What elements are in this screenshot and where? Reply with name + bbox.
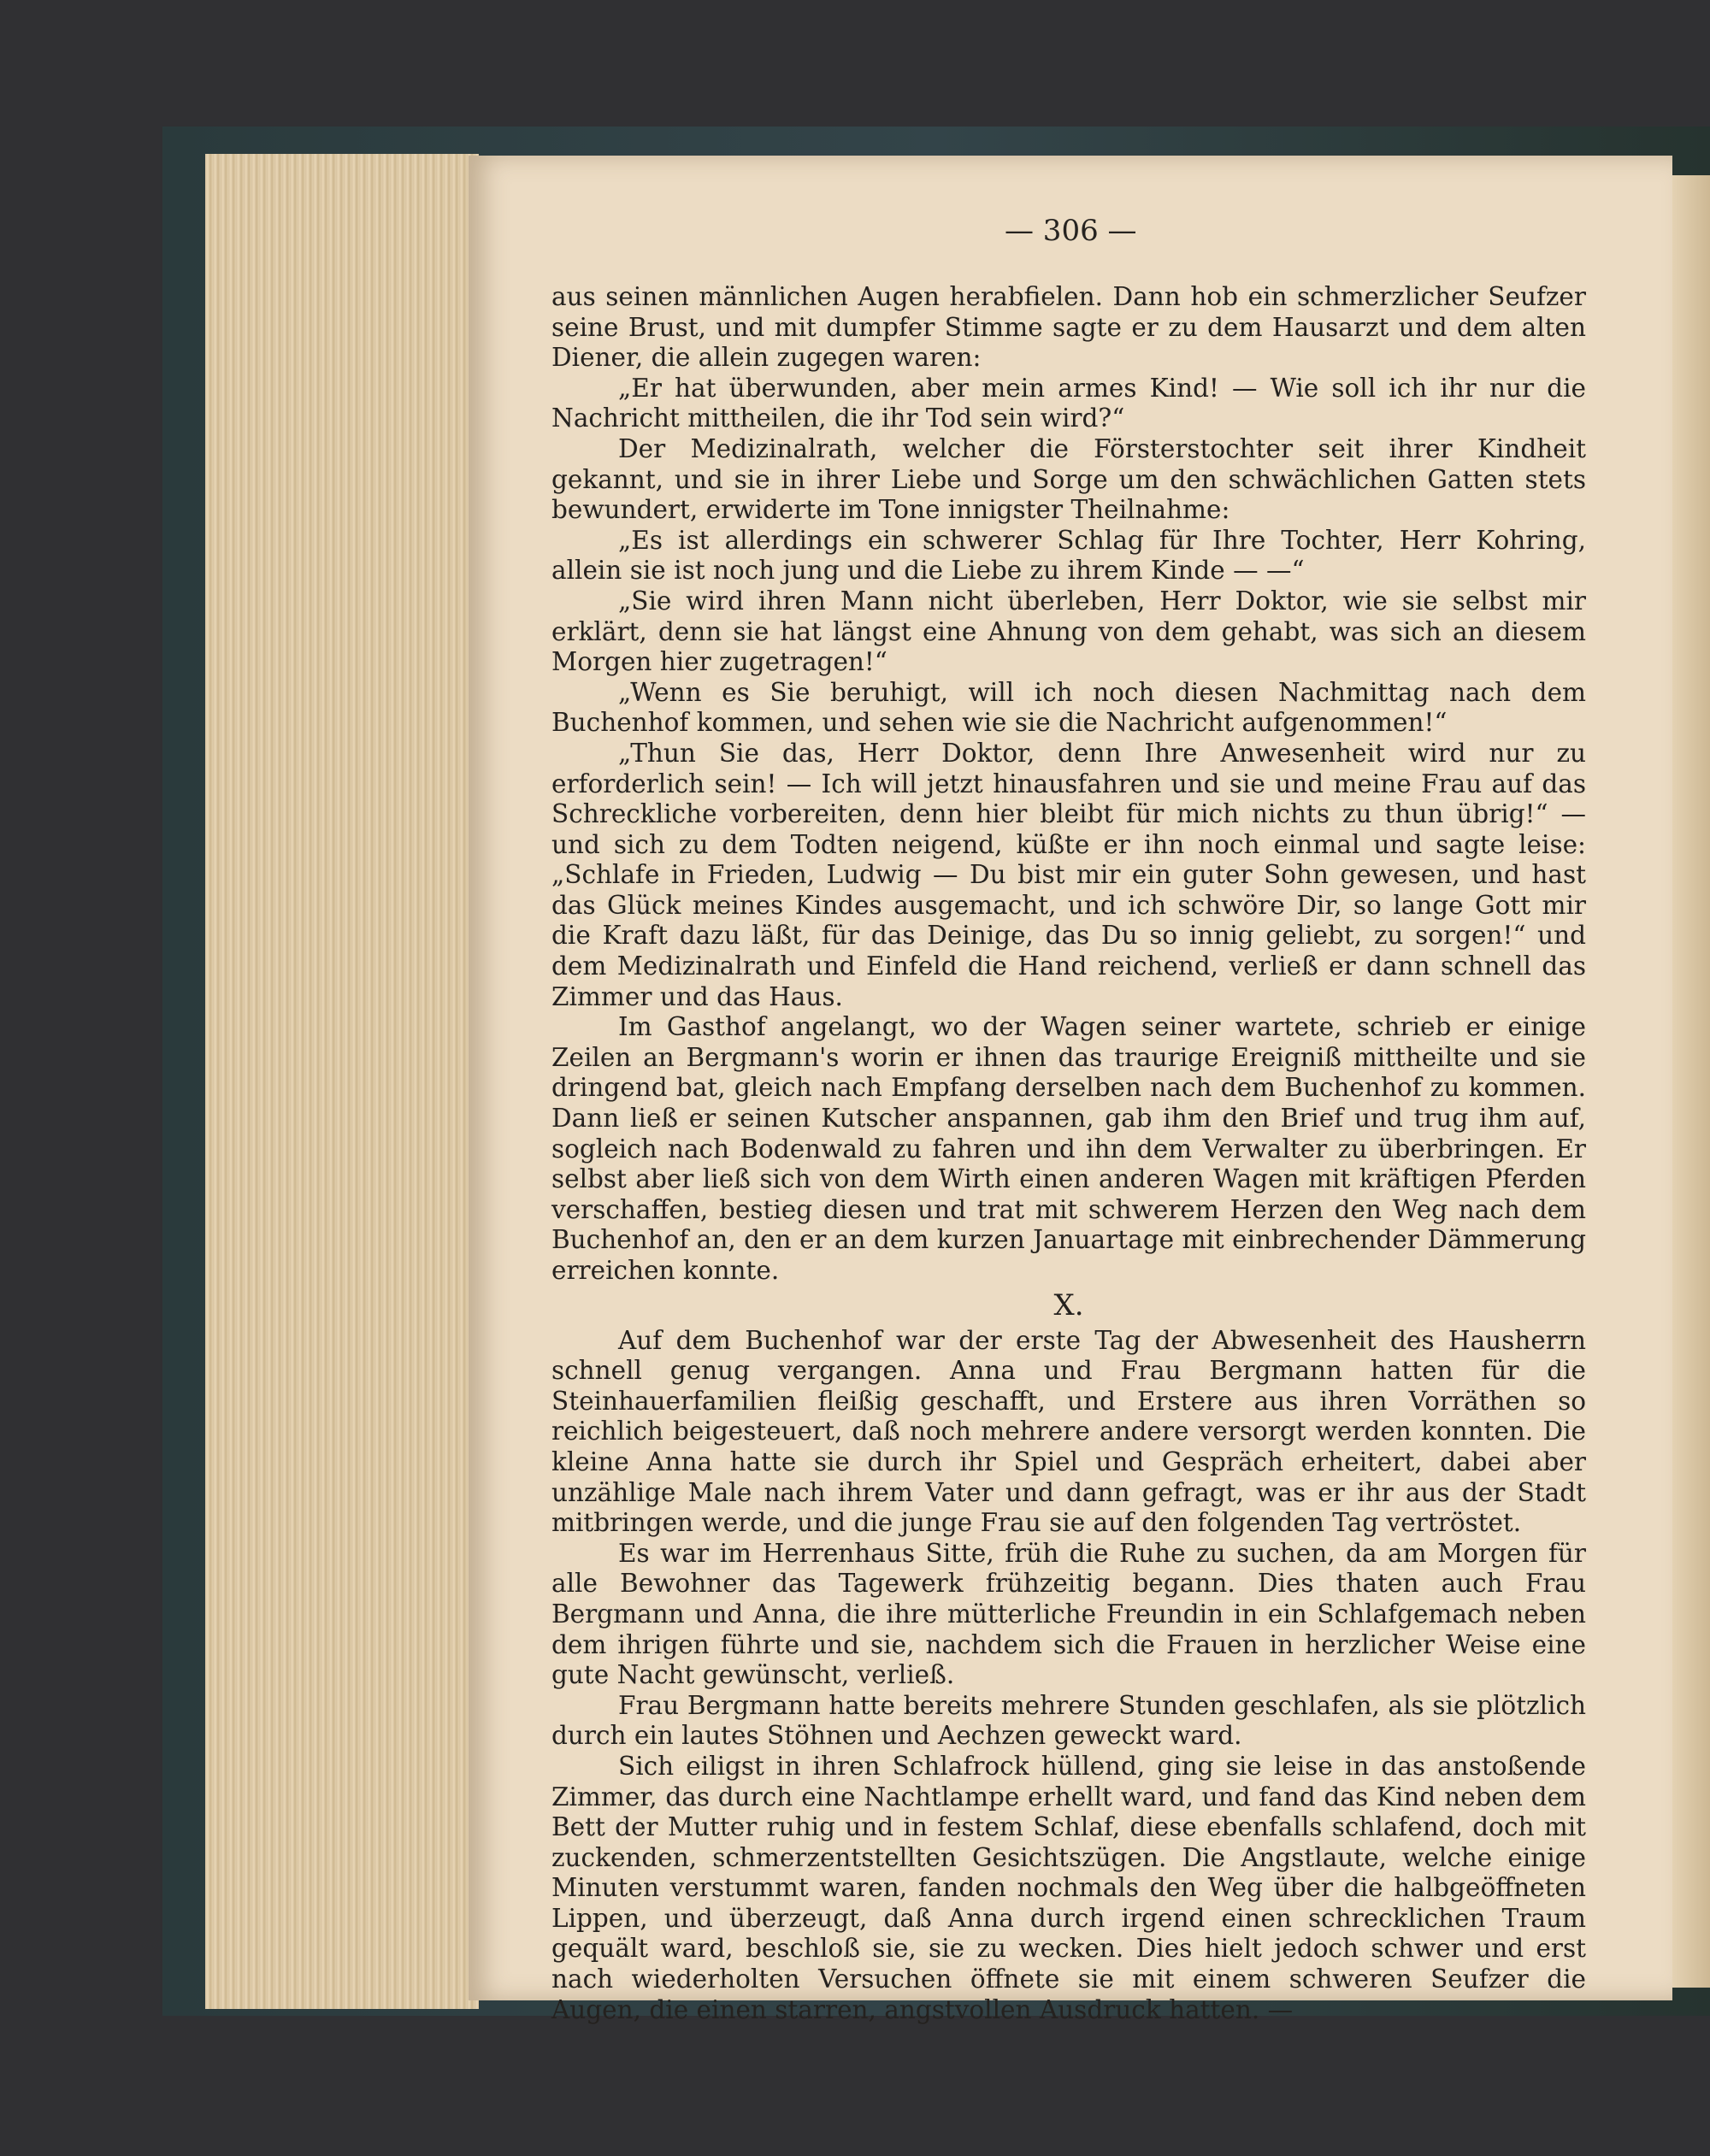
page-text bbox=[551, 282, 1586, 2025]
chapter-heading: X. bbox=[1053, 1287, 1084, 1322]
paragraph: Sich eiligst in ihren Schlafrock hüllend, ging sie leise in das anstoßende Zimmer, das durch eine Nachtlampe erhellt ward, und fand das Kind neben dem Bett der Mutter ruhig und in festem Schlaf, diese ebenfalls schlafend, doch mit zuckenden, schmerzentstellten Gesichtszügen. Die Angstlaute, welche einige Minuten verstummt waren, fanden nochmals den Weg über die halbgeöffneten Lippen, und überzeugt, daß Anna durch irgend einen schrecklichen Traum gequält ward, beschloß sie, sie zu wecken. Dies hielt jedoch schwer und erst nach wiederholten Versuchen öffnete sie mit einem schweren Seufzer die Augen, die einen starren, angstvollen Ausdruck hatten. — bbox=[551, 1751, 1586, 2024]
paragraph: aus seinen männlichen Augen herabfielen. Dann hob ein schmerzlicher Seufzer seine Brust, und mit dumpfer Stimme sagte er zu dem Hausarzt und dem alten Diener, die allein zugegen waren: bbox=[551, 282, 1586, 373]
paragraph: Der Medizinalrath, welcher die Försterstochter seit ihrer Kindheit gekannt, und sie in ihrer Liebe und Sorge um den schwächlichen Gatten stets bewundert, erwiderte im Tone innigster Theilnahme: bbox=[551, 433, 1586, 525]
paragraph: „Wenn es Sie beruhigt, will ich noch diesen Nachmittag nach dem Buchenhof kommen, und sehen wie sie die Nachricht aufgenommen!“ bbox=[551, 677, 1586, 738]
page-number: — 306 — bbox=[1005, 214, 1137, 248]
paragraph: „Er hat überwunden, aber mein armes Kind! — Wie soll ich ihr nur die Nachricht mittheilen, die ihr Tod sein wird?“ bbox=[551, 373, 1586, 433]
paragraph: „Sie wird ihren Mann nicht überleben, Herr Doktor, wie sie selbst mir erklärt, denn sie hat längst eine Ahnung von dem gehabt, was sich an diesem Morgen hier zugetragen!“ bbox=[551, 586, 1586, 677]
paragraph: „Es ist allerdings ein schwerer Schlag für Ihre Tochter, Herr Kohring, allein sie ist noch jung und die Liebe zu ihrem Kinde — —“ bbox=[551, 525, 1586, 586]
paragraph: Frau Bergmann hatte bereits mehrere Stunden geschlafen, als sie plötzlich durch ein lautes Stöhnen und Aechzen geweckt ward. bbox=[551, 1690, 1586, 1751]
page-edges bbox=[205, 154, 479, 2009]
facing-page-edge bbox=[1672, 175, 1710, 1988]
paragraph: Es war im Herrenhaus Sitte, früh die Ruhe zu suchen, da am Morgen für alle Bewohner das Tagewerk frühzeitig begann. Dies thaten auch Frau Bergmann und Anna, die ihre mütterliche Freundin in ein Schlafgemach neben dem ihrigen führte und sie, nachdem sich die Frauen in herzlicher Weise eine gute Nacht gewünscht, verließ. bbox=[551, 1538, 1586, 1690]
paragraph: „Thun Sie das, Herr Doktor, denn Ihre Anwesenheit wird nur zu erforderlich sein! — Ich will jetzt hinausfahren und sie und meine Frau auf das Schreckliche vorbereiten, denn hier bleibt für mich nichts zu thun übrig!“ — und sich zu dem Todten neigend, küßte er ihn noch einmal und sagte leise: „Schlafe in Frieden, Ludwig — Du bist mir ein guter Sohn gewesen, und hast das Glück meines Kindes ausgemacht, und ich schwöre Dir, so lange Gott mir die Kraft dazu läßt, für das Deinige, das Du so innig geliebt, zu sorgen!“ und dem Medizinalrath und Einfeld die Hand reichend, verließ er dann schnell das Zimmer und das Haus. bbox=[551, 738, 1586, 1011]
paragraph: Auf dem Buchenhof war der erste Tag der Abwesenheit des Hausherrn schnell genug vergangen. Anna und Frau Bergmann hatten für die Steinhauerfamilien fleißig geschafft, und Erstere aus ihren Vorräthen so reichlich beigesteuert, daß noch mehrere andere versorgt werden konnten. Die kleine Anna hatte sie durch ihr Spiel und Gespräch erheitert, dabei aber unzählige Male nach ihrem Vater und dann gefragt, was er ihr aus der Stadt mitbringen werde, und die junge Frau sie auf den folgenden Tag vertröstet. bbox=[551, 1325, 1586, 1538]
paragraph: Im Gasthof angelangt, wo der Wagen seiner wartete, schrieb er einige Zeilen an Bergmann's worin er ihnen das traurige Ereigniß mittheilte und sie dringend bat, gleich nach Empfang derselben nach dem Buchenhof zu kommen. Dann ließ er seinen Kutscher anspannen, gab ihm den Brief und trug ihm auf, sogleich nach Bodenwald zu fahren und ihn dem Verwalter zu überbringen. Er selbst aber ließ sich von dem Wirth einen anderen Wagen mit kräftigen Pferden verschaffen, bestieg diesen und trat mit schwerem Herzen den Weg nach dem Buchenhof an, den er an dem kurzen Januartage mit einbrechender Dämmerung erreichen konnte. bbox=[551, 1012, 1586, 1285]
